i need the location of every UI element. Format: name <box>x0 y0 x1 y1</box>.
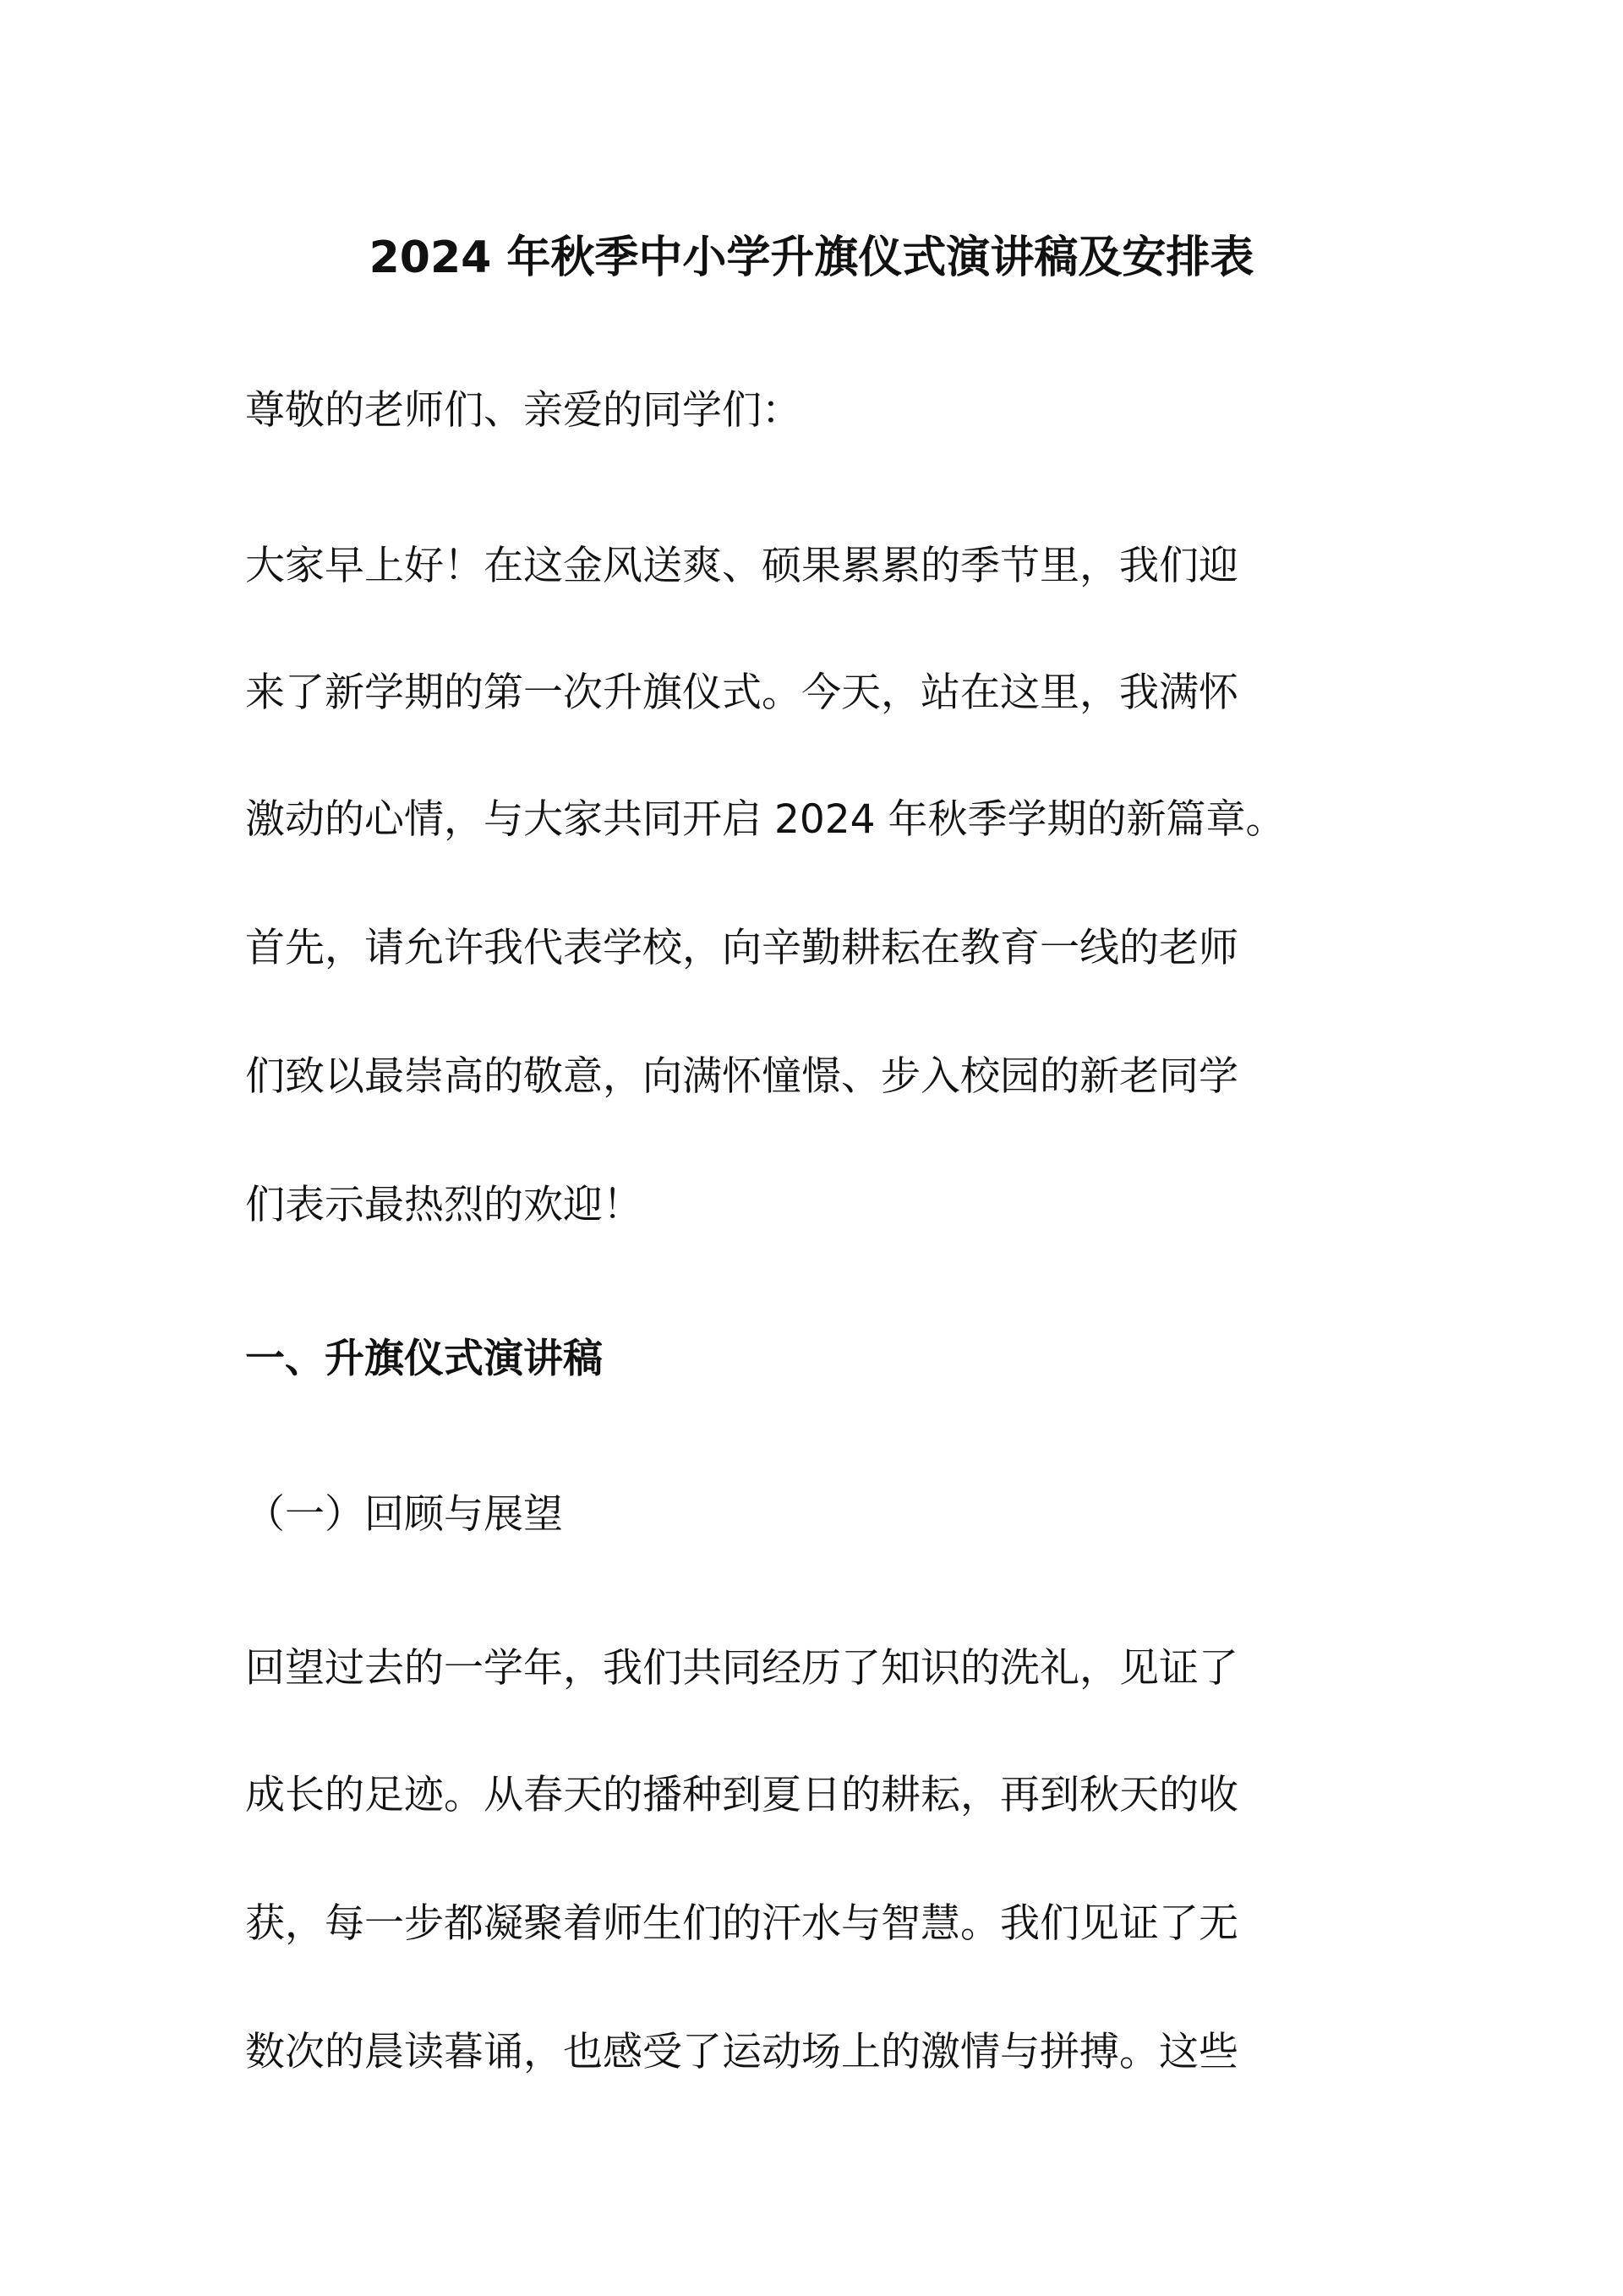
body-line-3: 获，每一步都凝聚着师生们的汗水与智慧。我们见证了无 <box>245 1900 1238 1947</box>
body-line-1: 回望过去的一学年，我们共同经历了知识的洗礼，见证了 <box>245 1645 1238 1692</box>
intro-line-1: 大家早上好！在这金风送爽、硕果累累的季节里，我们迎 <box>245 543 1238 589</box>
intro-line-3: 激动的心情，与大家共同开启 2024 年秋季学期的新篇章。 <box>245 796 1286 843</box>
intro-line-6: 们表示最热烈的欢迎！ <box>245 1182 642 1228</box>
intro-line-4: 首先，请允许我代表学校，向辛勤耕耘在教育一线的老师 <box>245 925 1238 971</box>
document-title: 2024 年秋季中小学升旗仪式演讲稿及安排表 <box>369 232 1254 283</box>
body-line-2: 成长的足迹。从春天的播种到夏日的耕耘，再到秋天的收 <box>245 1772 1238 1818</box>
intro-line-5: 们致以最崇高的敬意，向满怀憧憬、步入校园的新老同学 <box>245 1053 1238 1100</box>
greeting-line: 尊敬的老师们、亲爱的同学们： <box>245 387 801 434</box>
subsection-heading: （一）回顾与展望 <box>245 1491 563 1538</box>
intro-line-2: 来了新学期的第一次升旗仪式。今天，站在这里，我满怀 <box>245 670 1238 716</box>
section-heading: 一、升旗仪式演讲稿 <box>245 1336 603 1382</box>
body-line-4: 数次的晨读暮诵，也感受了运动场上的激情与拼搏。这些 <box>245 2029 1238 2075</box>
